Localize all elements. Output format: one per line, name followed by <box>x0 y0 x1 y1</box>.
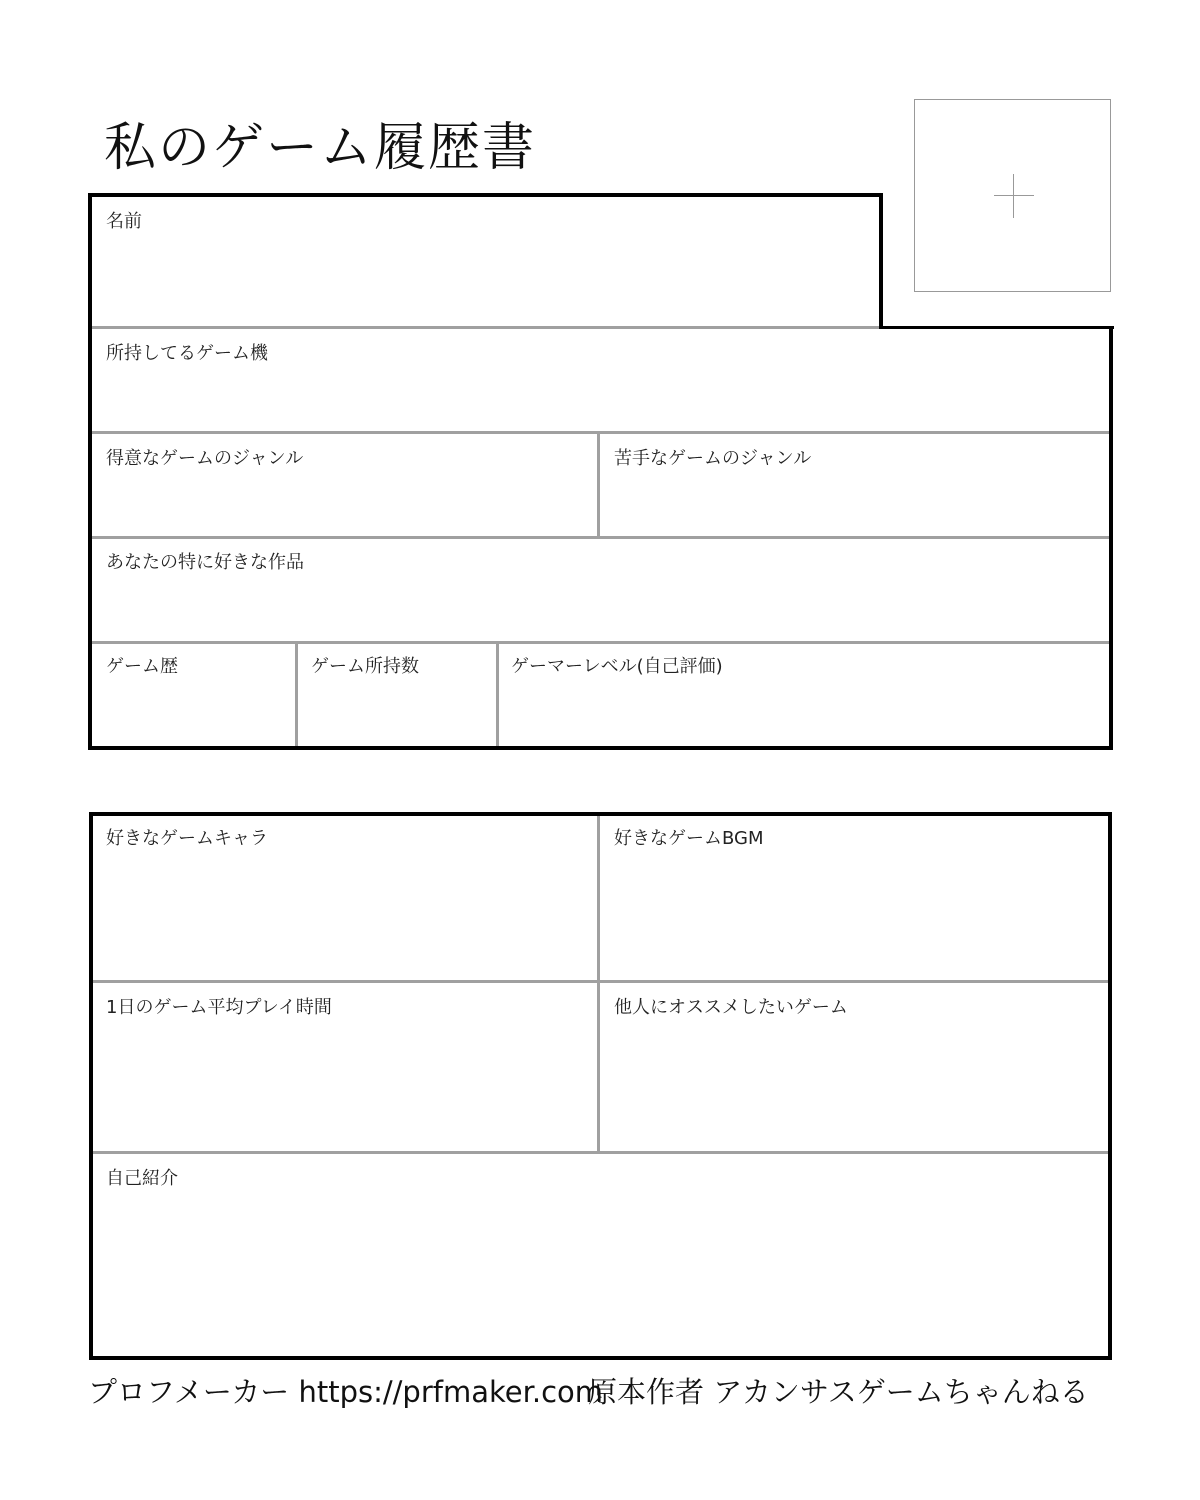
favorite-character-label: 好きなゲームキャラ <box>106 828 268 849</box>
divider-h2 <box>92 431 1109 434</box>
frame-notch-vertical <box>879 193 883 329</box>
author-credit: 原本作者 アカンサスゲームちゃんねる <box>588 1375 1089 1409</box>
footer-credit <box>88 1372 1089 1412</box>
frame2-left <box>89 812 93 1360</box>
frame-left <box>88 193 92 750</box>
self-intro-label: 自己紹介 <box>106 1168 178 1189</box>
good-genre-label: 得意なゲームのジャンル <box>106 448 304 469</box>
frame-bottom <box>88 746 1113 750</box>
frame-right <box>1109 326 1113 750</box>
favorite-bgm-label: 好きなゲームBGM <box>614 828 764 849</box>
divider-v1 <box>597 434 600 536</box>
page-title: 私のゲーム履歴書 <box>104 118 537 178</box>
frame2-right <box>1108 812 1112 1360</box>
divider-h1 <box>92 326 879 329</box>
frame-top-right <box>879 326 1114 329</box>
divider2-v1 <box>597 816 600 1151</box>
plus-icon-vertical <box>1013 174 1014 218</box>
divider-h4 <box>92 641 1109 644</box>
game-history-label: ゲーム歴 <box>106 656 178 677</box>
divider-h3 <box>92 536 1109 539</box>
maker-credit: プロフメーカー https://prfmaker.com <box>88 1375 604 1409</box>
consoles-label: 所持してるゲーム機 <box>106 343 268 364</box>
frame2-bottom <box>89 1356 1112 1360</box>
recommend-game-label: 他人にオススメしたいゲーム <box>614 997 848 1018</box>
daily-play-time-label: 1日のゲーム平均プレイ時間 <box>106 997 332 1018</box>
divider-v2 <box>295 644 298 746</box>
favorite-work-label: あなたの特に好きな作品 <box>106 552 304 573</box>
divider-v3 <box>496 644 499 746</box>
name-label: 名前 <box>106 211 142 232</box>
gamer-level-label: ゲーマーレベル(自己評価) <box>511 656 723 677</box>
plus-icon <box>994 195 1034 196</box>
bad-genre-label: 苦手なゲームのジャンル <box>614 448 812 469</box>
games-owned-label: ゲーム所持数 <box>311 656 419 677</box>
frame-top-left <box>88 193 883 197</box>
divider2-h1 <box>93 980 1108 983</box>
frame2-top <box>89 812 1112 816</box>
divider2-h2 <box>93 1151 1108 1154</box>
